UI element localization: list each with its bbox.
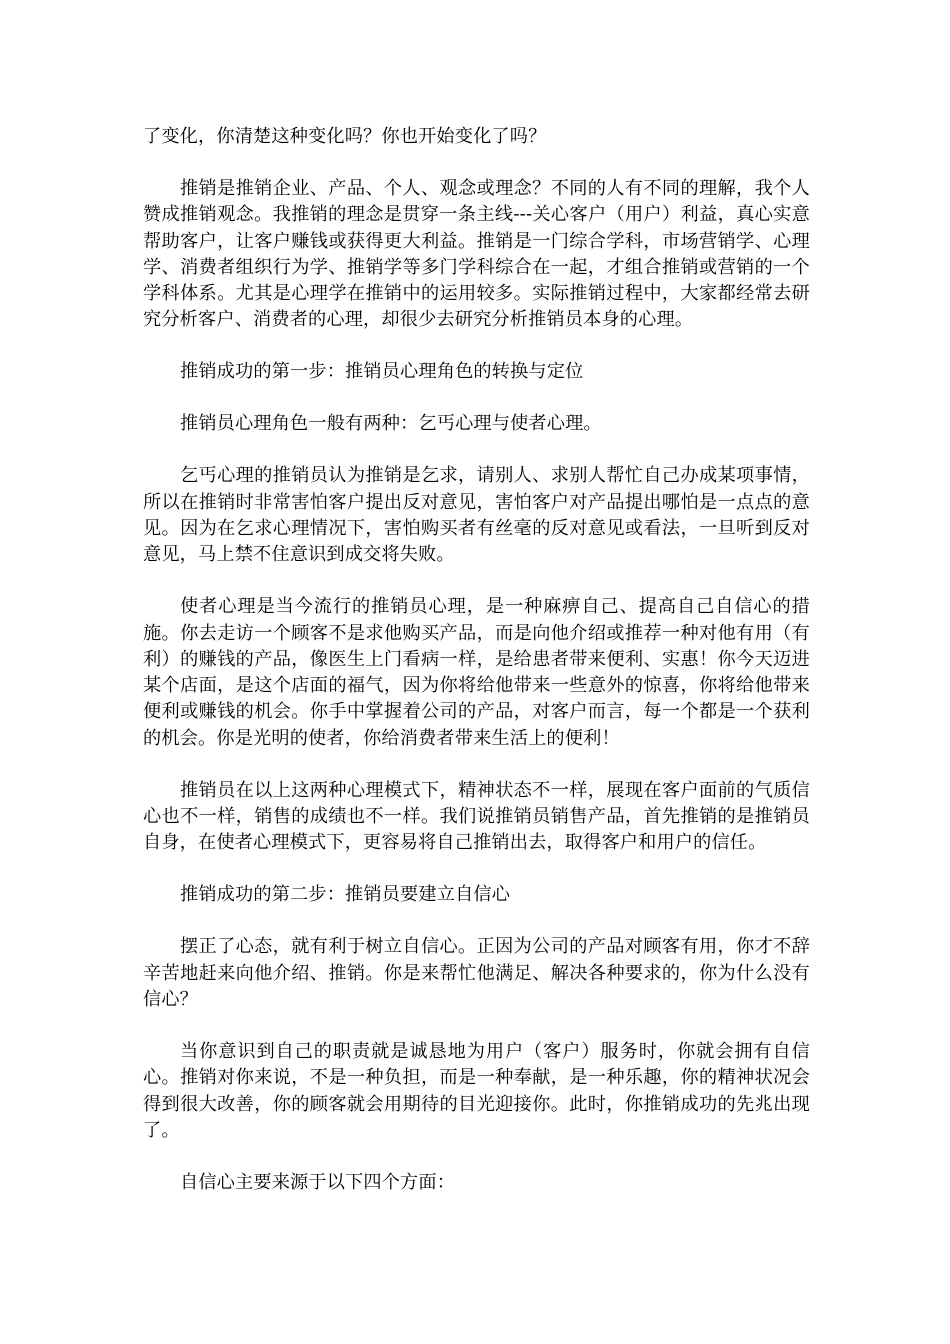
paragraph-beggar-mindset: 乞丐心理的推销员认为推销是乞求，请别人、求别人帮忙自己办成某项事情，所以在推销时非常害怕客户提出反对意见，害怕客户对产品提出哪怕是一点点的意见。因为在乞求心理情况下，害怕购买者有丝毫的反对意见或看法，一旦听到反对意见，马上禁不住意识到成交将失败。 (143, 465, 810, 566)
paragraph-service-attitude: 当你意识到自己的职责就是诚恳地为用户（客户）服务时，你就会拥有自信心。推销对你来说，不是一种负担，而是一种奉献，是一种乐趣，你的精神状况会得到很大改善，你的顾客就会用期待的目光迎接你。此时，你推销成功的先兆出现了。 (143, 1040, 810, 1141)
section-heading-step-two: 推销成功的第二步：推销员要建立自信心 (180, 884, 511, 906)
section-heading-step-one: 推销成功的第一步：推销员心理角色的转换与定位 (180, 361, 584, 383)
paragraph-continuation: 了变化，你清楚这种变化吗？你也开始变化了吗？ (143, 126, 547, 147)
paragraph-confidence-sources: 自信心主要来源于以下四个方面： (180, 1171, 456, 1193)
paragraph-two-roles: 推销员心理角色一般有两种：乞丐心理与使者心理。 (180, 413, 602, 435)
paragraph-build-confidence: 摆正了心态，就有利于树立自信心。正因为公司的产品对顾客有用，你才不辞辛苦地赶来向他介绍、推销。你是来帮忙他满足、解决各种要求的，你为什么没有信心？ (143, 936, 810, 1010)
paragraph-envoy-mindset: 使者心理是当今流行的推销员心理，是一种麻痹自己、提高自己自信心的措施。你去走访一个顾客不是求他购买产品，而是向他介绍或推荐一种对他有用（有利）的赚钱的产品，像医生上门看病一样，是给患者带来便利、实惠！你今天迈进某个店面，是这个店面的福气，因为你将给他带来一些意外的惊喜，你将给他带来便利或赚钱的机会。你手中掌握着公司的产品，对客户而言，每一个都是一个获利的机会。你是光明的使者，你给消费者带来生活上的便利！ (143, 596, 810, 749)
paragraph-mindset-comparison: 推销员在以上这两种心理模式下，精神状态不一样，展现在客户面前的气质信心也不一样，销售的成绩也不一样。我们说推销员销售产品，首先推销的是推销员自身，在使者心理模式下，更容易将自己推销出去，取得客户和用户的信任。 (143, 779, 810, 854)
paragraph-selling-philosophy: 推销是推销企业、产品、个人、观念或理念？不同的人有不同的理解，我个人赞成推销观念。我推销的理念是贯穿一条主线---关心客户（用户）利益，真心实意帮助客户，让客户赚钱或获得更大利益。推销是一门综合学科，市场营销学、心理学、消费者组织行为学、推销学等多门学科综合在一起，才组合推销或营销的一个学科体系。尤其是心理学在推销中的运用较多。实际推销过程中，大家都经常去研究分析客户、消费者的心理，却很少去研究分析推销员本身的心理。 (143, 177, 810, 331)
document-page (143, 124, 810, 1222)
